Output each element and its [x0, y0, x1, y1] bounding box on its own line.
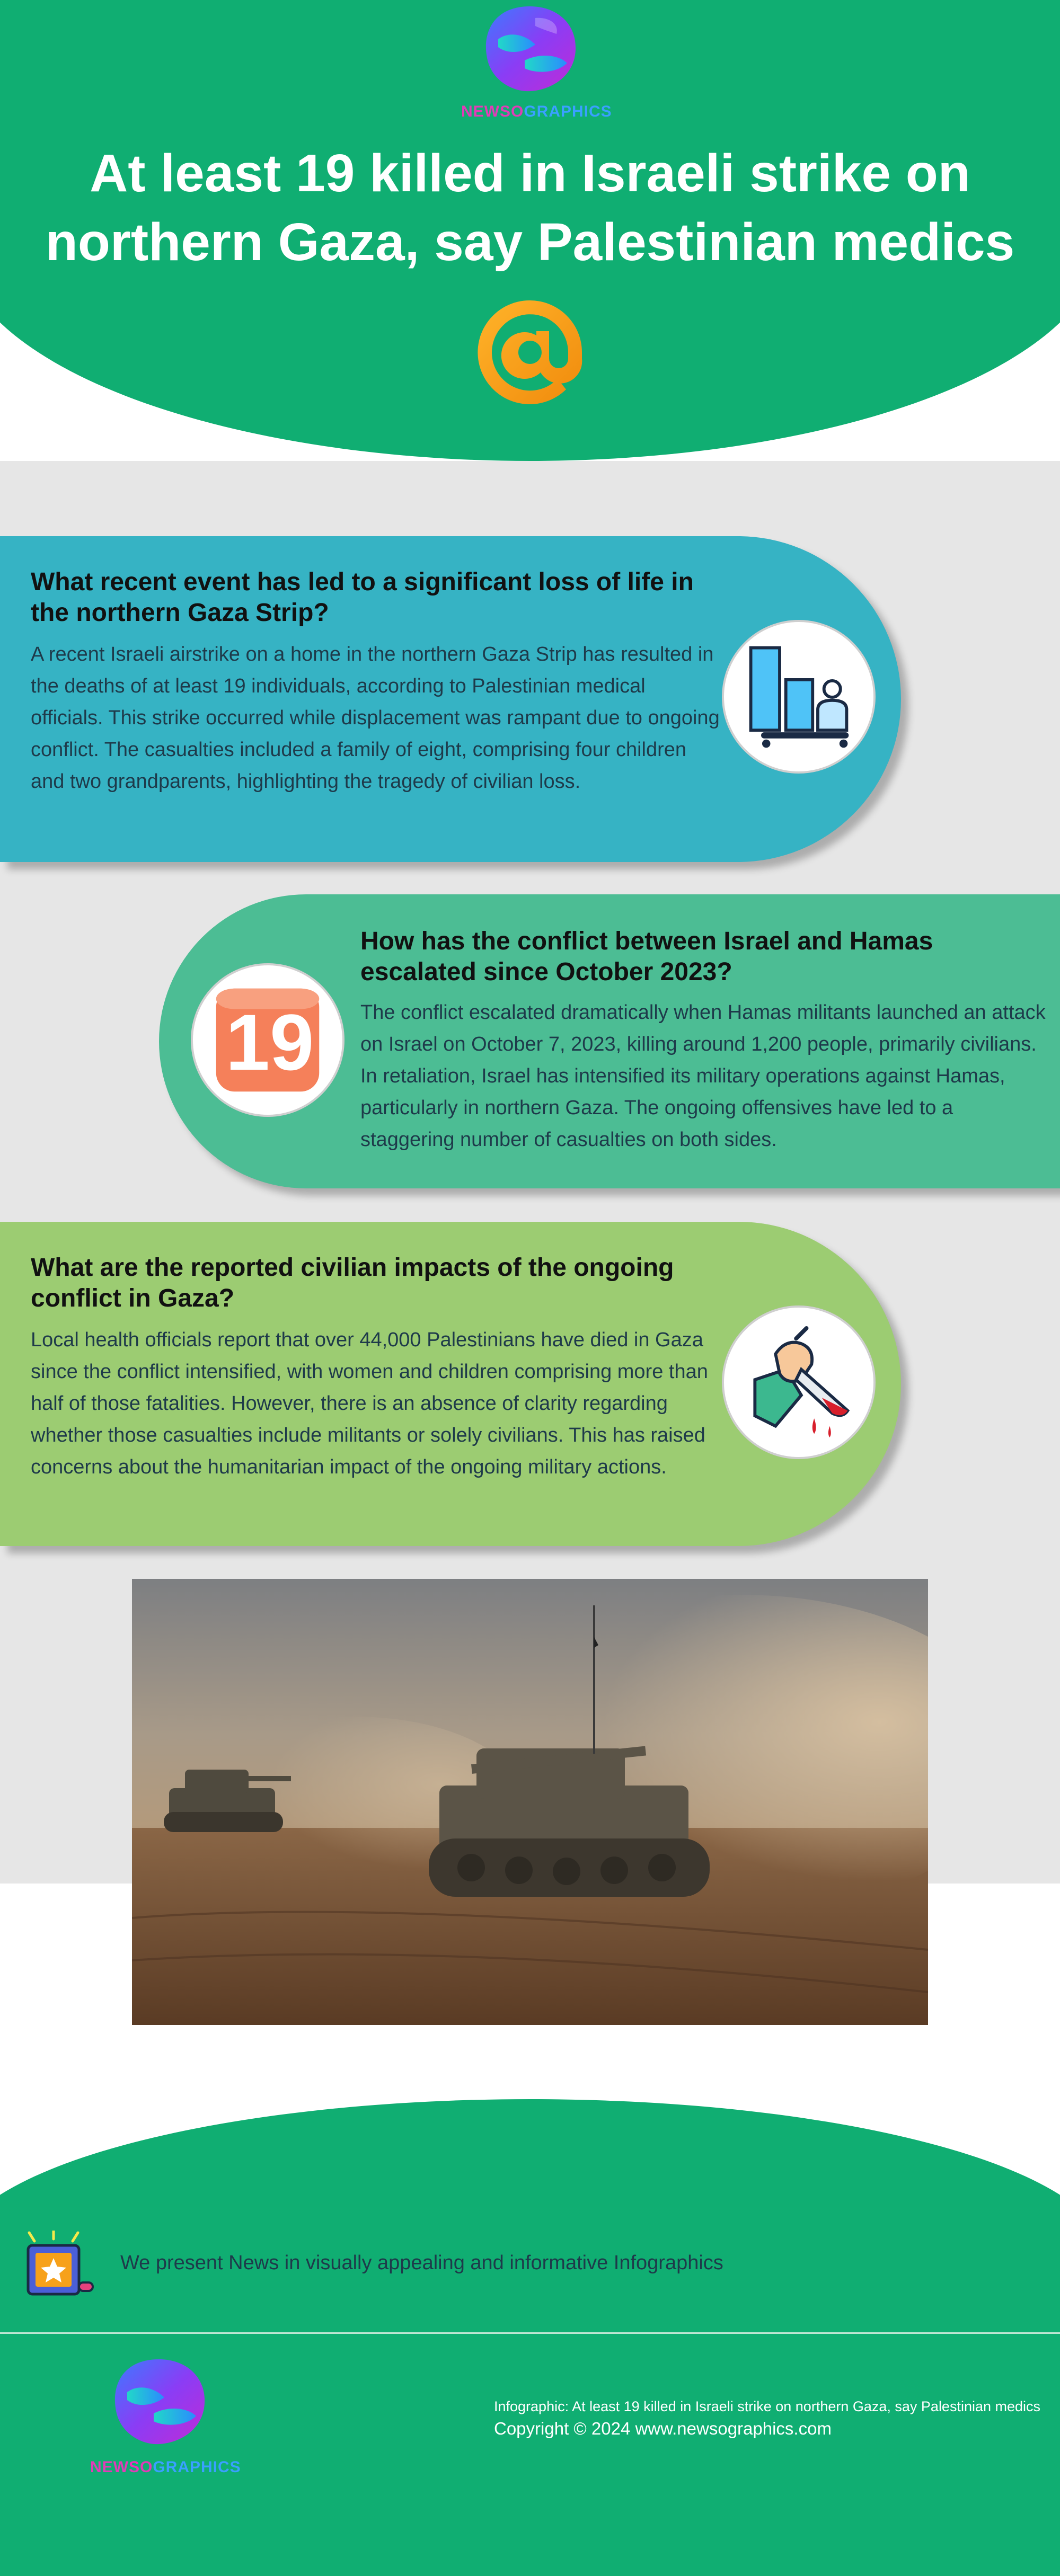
logo-text-graphics: GRAPHICS — [153, 2458, 241, 2476]
section-answer: Local health officials report that over 44,000 Palestinians have died in Gaza since the conflict intensified, with women and children comprising more than half of those fatalities. However, there is an absence of clarity regarding whether those casualties include militants or solely civilians. This has raised concerns about the humanitarian impact of the ongoing military actions. — [31, 1329, 708, 1478]
section-question: How has the conflict between Israel and Hamas escalated since October 2023? — [360, 927, 933, 986]
newsographics-logo[interactable] — [461, 2, 612, 124]
section-card-recent-event — [0, 536, 901, 862]
footer-caption: Infographic: At least 19 killed in Israeli strike on northern Gaza, say Palestinian medics — [494, 2399, 1041, 2414]
calendar-number: 19 — [225, 998, 314, 1087]
section-card-escalation — [159, 894, 1060, 1188]
section-answer: The conflict escalated dramatically when Hamas militants launched an attack on Israel on October 7, 2023, killing around 1,200 people, primarily civilians. In retaliation, Israel has intensified its military operations against Hamas, particularly in northern Gaza. The ongoing offensives have led to a staggering number of casualties on both sides. — [360, 1001, 1046, 1151]
logo-text-news: NEWSO — [461, 103, 524, 120]
footer-tagline: We present News in visually appealing and informative Infographics — [120, 2252, 723, 2274]
section-question: What recent event has led to a significant loss of life in the northern Gaza Strip? — [31, 568, 694, 627]
at-sign-icon — [472, 294, 588, 411]
footer-copyright[interactable]: Copyright © 2024 www.newsographics.com — [494, 2419, 832, 2438]
bar-chart-person-icon — [722, 620, 876, 774]
section-answer: A recent Israeli airstrike on a home in the northern Gaza Strip has resulted in the deaths of at least 19 individuals, according to Palestinian medical officials. This strike occurred while displacement was rampant due to ongoing conflict. The casualties included a family of eight, comprising four children and two grandparents, highlighting the tragedy of civilian loss. — [31, 643, 720, 793]
logo-text-news: NEWSO — [90, 2458, 153, 2476]
hand-knife-icon — [722, 1305, 876, 1459]
footer-divider — [0, 2332, 1060, 2334]
tank-photo — [132, 1579, 928, 2025]
newsographics-logo-footer[interactable] — [90, 2355, 241, 2480]
footer-banner — [0, 2099, 1060, 2576]
logo-text-graphics: GRAPHICS — [524, 103, 612, 120]
section-question: What are the reported civilian impacts of the ongoing conflict in Gaza? — [31, 1254, 674, 1312]
page-title: At least 19 killed in Israeli strike on northern Gaza, say Palestinian medics — [45, 144, 1015, 272]
calendar-19-icon — [191, 963, 344, 1117]
section-card-civilian-impacts — [0, 1222, 901, 1546]
trophy-cup-icon — [24, 2231, 103, 2299]
